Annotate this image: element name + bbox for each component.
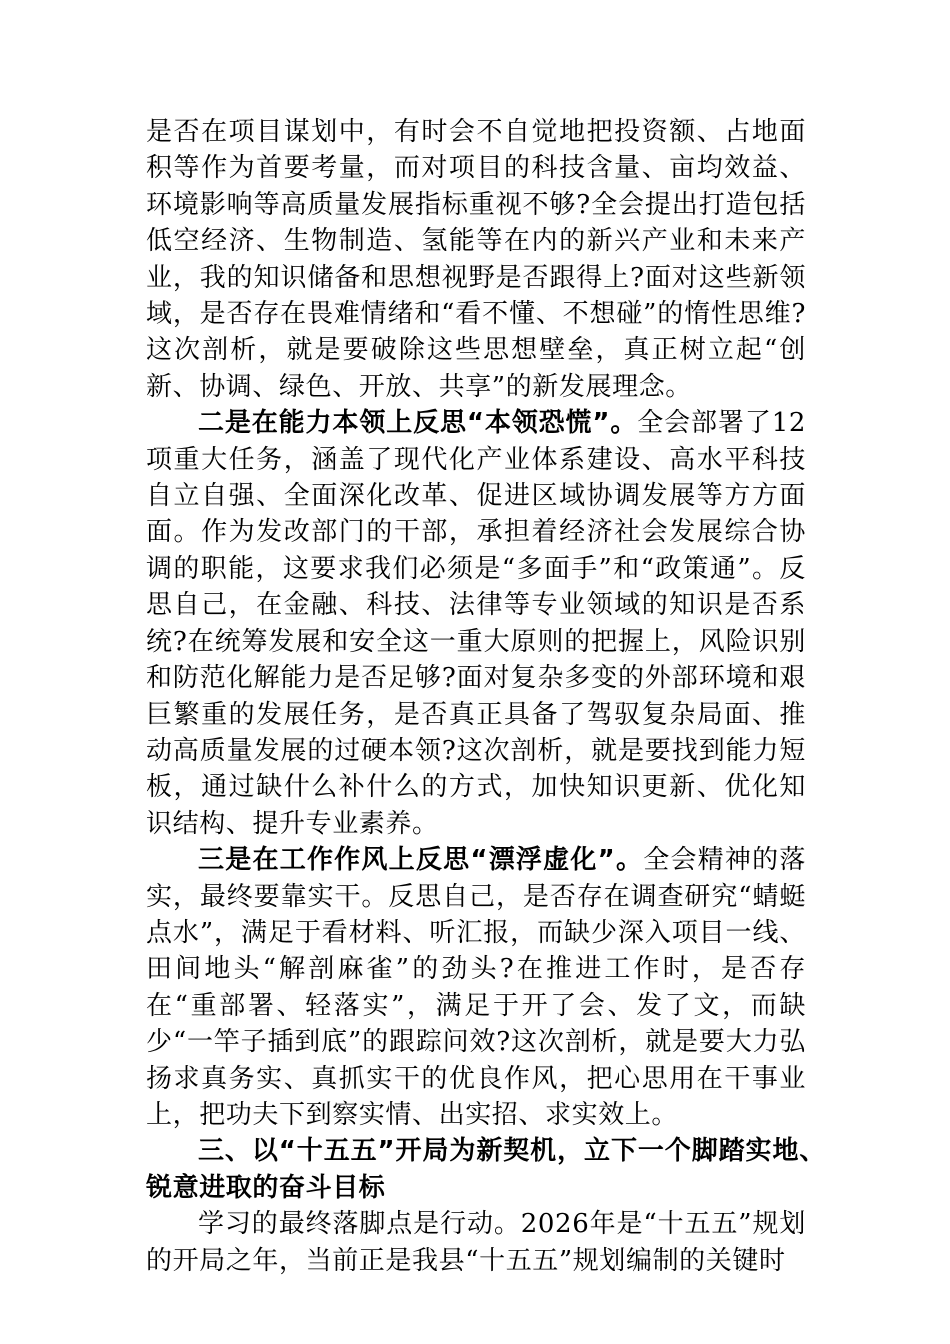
paragraph-body-capability: 全会部署了12项重大任务，涵盖了现代化产业体系建设、高水平科技自立自强、全面深化改革、促进区域协调发展等方方面面。作为发改部门的干部，承担着经济社会发展综合协调的职能，这要求我们必须是“多面手”和“政策通”。反思自己，在金融、科技、法律等专业领域的知识是否系统?在统筹发展和安全这一重大原则的把握上，风险识别和防范化解能力是否足够?面对复杂多变的外部环境和艰巨繁重的发展任务，是否真正具备了驾驭复杂局面、推动高质量发展的过硬本领?这次剖析，就是要找到能力短板，通过缺什么补什么的方式，加快知识更新、优化知识结构、提升专业素养。 (146, 408, 806, 839)
paragraph-action: 学习的最终落脚点是行动。2026年是“十五五”规划的开局之年，当前正是我县“十五五”规划编制的关键时 (146, 1209, 806, 1276)
paragraph-lead-work-style: 三是在工作作风上反思“漂浮虚化”。 (198, 845, 644, 876)
paragraph-body-work-style: 全会精神的落实，最终要靠实干。反思自己，是否存在调查研究“蜻蜓点水”，满足于看材料、听汇报，而缺少深入项目一线、田间地头“解剖麻雀”的劲头?在推进工作时，是否存在“重部署、轻落实”，满足于开了会、发了文，而缺少“一竿子插到底”的跟踪问效?这次剖析，就是要大力弘扬求真务实、真抓实干的优良作风，把心思用在干事业上，把功夫下到察实情、出实招、求实效上。 (146, 845, 806, 1130)
section-heading-three: 三、以“十五五”开局为新契机，立下一个脚踏实地、锐意进取的奋斗目标 (146, 1136, 826, 1203)
paragraph-lead-capability: 二是在能力本领上反思“本领恐慌”。 (198, 408, 638, 439)
paragraph-work-style (146, 842, 806, 1133)
document-page (146, 114, 826, 1279)
paragraph-project-planning: 是否在项目谋划中，有时会不自觉地把投资额、占地面积等作为首要考量，而对项目的科技含量、亩均效益、环境影响等高质量发展指标重视不够?全会提出打造包括低空经济、生物制造、氢能等在内的新兴产业和未来产业，我的知识储备和思想视野是否跟得上?面对这些新领域，是否存在畏难情绪和“看不懂、不想碰”的惰性思维?这次剖析，就是要破除这些思想壁垒，真正树立起“创新、协调、绿色、开放、共享”的新发展理念。 (146, 117, 806, 402)
paragraph-capability (146, 405, 806, 842)
